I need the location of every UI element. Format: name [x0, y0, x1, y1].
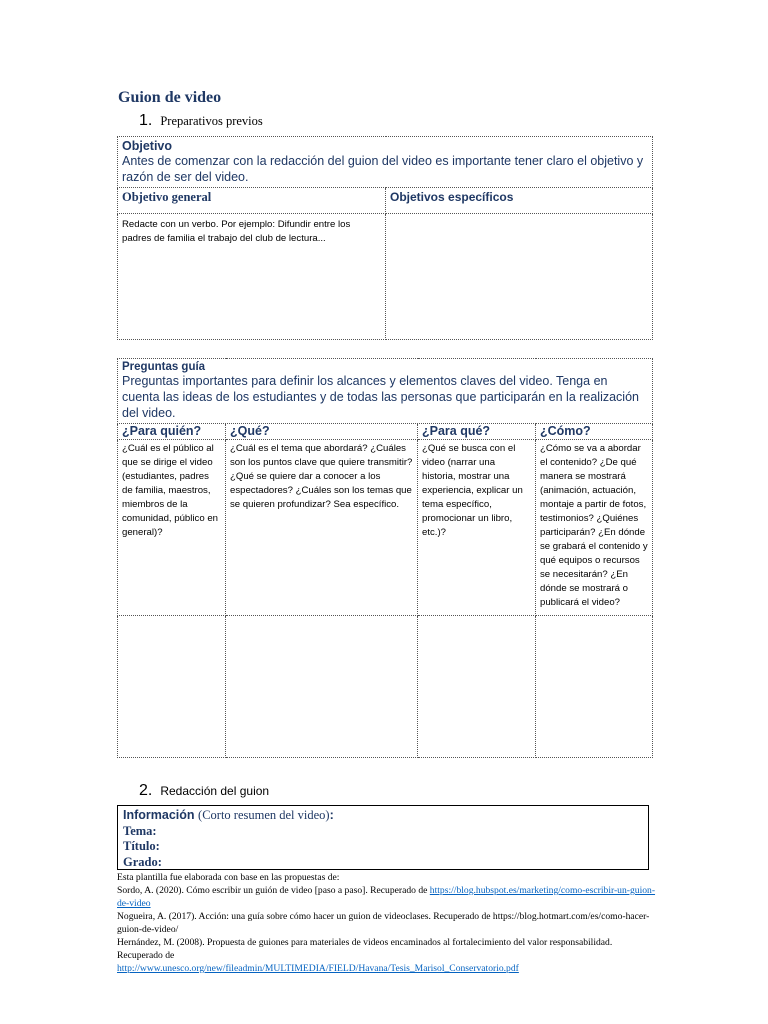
grado-field[interactable]: Grado: — [123, 854, 162, 869]
reference-sordo — [117, 884, 657, 910]
informacion-subheading: (Corto resumen del video) — [198, 808, 330, 822]
reference-nogueira: Nogueira, A. (2017). Acción: una guía sobre cómo hacer un guion de videoclases. Recuperado de https://blog.hotmart.com/es/como-hacer-guion-de-video/ — [117, 911, 650, 935]
objetivos-especificos-cell[interactable] — [386, 214, 653, 340]
answer-cell-para-que[interactable] — [418, 616, 536, 758]
references — [117, 871, 657, 975]
column-header-para-quien: ¿Para quién? — [118, 424, 226, 440]
objetivo-general-cell[interactable]: Redacte con un verbo. Por ejemplo: Difundir entre los padres de familia el trabajo del club de lectura... — [118, 214, 386, 340]
section-1-label: Preparativos previos — [160, 114, 263, 128]
column-header-que: ¿Qué? — [226, 424, 418, 440]
reference-hernandez-link[interactable]: http://www.unesco.org/new/fileadmin/MULTIMEDIA/FIELD/Havana/Tesis_Marisol_Conservatorio.pdf — [117, 963, 519, 974]
section-2-label: Redacción del guion — [160, 784, 270, 798]
informacion-box[interactable] — [117, 805, 649, 870]
reference-sordo-text: Sordo, A. (2020). Cómo escribir un guión de video [paso a paso]. Recuperado de — [117, 885, 430, 896]
preguntas-heading: Preguntas guía — [122, 361, 206, 373]
document-title: Guion de video — [118, 89, 222, 106]
tema-field[interactable]: Tema: — [123, 823, 157, 838]
titulo-field[interactable]: Título: — [123, 839, 160, 853]
preguntas-intro-cell — [118, 359, 653, 424]
objetivo-heading: Objetivo — [122, 139, 173, 153]
column-header-para-que: ¿Para qué? — [418, 424, 536, 440]
informacion-colon: : — [329, 808, 334, 822]
objetivo-table — [117, 136, 653, 340]
reference-sordo-link[interactable]: https://blog.hubspot.es/marketing/como-escribir-un-guion-de-video — [117, 885, 656, 909]
objetivo-description: Antes de comenzar con la redacción del guion del video es importante tener claro el objetivo y razón de ser del video. — [122, 154, 644, 184]
answer-cell-para-quien[interactable] — [118, 616, 226, 758]
section-2-number: 2. — [139, 782, 153, 799]
reference-hernandez: Hernández, M. (2008). Propuesta de guiones para materiales de videos encaminados al fortalecimiento del valor responsabilidad. Recuperado de — [117, 937, 613, 961]
section-1-number: 1. — [139, 112, 153, 129]
preguntas-table — [117, 358, 653, 758]
informacion-heading-line — [123, 808, 643, 824]
column-header-como: ¿Cómo? — [536, 424, 653, 440]
guide-text-como: ¿Cómo se va a abordar el contenido? ¿De qué manera se mostrará (animación, actuación, montaje a partir de fotos, testimonios? ¿Quiénes participarán? ¿En dónde se grabará el contenido y qué equipos o recursos se necesitarán? ¿En dónde se mostrará o publicará el video? — [536, 440, 653, 616]
references-intro: Esta plantilla fue elaborada con base en las propuestas de: — [117, 872, 340, 883]
objetivo-general-header: Objetivo general — [118, 188, 386, 214]
section-1-heading — [139, 112, 263, 130]
guide-text-que: ¿Cuál es el tema que abordará? ¿Cuáles son los puntos clave que quiere transmitir? ¿Qué se quiere dar a conocer a los espectadores? ¿Cuáles son los temas que se quieren profundizar? Sea específico. — [226, 440, 418, 616]
objetivos-especificos-header: Objetivos específicos — [386, 188, 653, 214]
preguntas-description: Preguntas importantes para definir los alcances y elementos claves del video. Tenga en cuenta las ideas de los estudiantes y de todas las personas que participarán en la realización del video. — [122, 374, 639, 420]
answer-cell-como[interactable] — [536, 616, 653, 758]
guide-text-para-quien: ¿Cuál es el público al que se dirige el video (estudiantes, padres de familia, maestros, miembros de la comunidad, público en general)? — [118, 440, 226, 616]
answer-cell-que[interactable] — [226, 616, 418, 758]
section-2-heading — [139, 782, 269, 800]
objetivo-intro-cell — [118, 137, 653, 188]
guide-text-para-que: ¿Qué se busca con el video (narrar una historia, mostrar una experiencia, explicar un tema específico, promocionar un libro, etc.)? — [418, 440, 536, 616]
informacion-heading: Información — [123, 808, 195, 822]
